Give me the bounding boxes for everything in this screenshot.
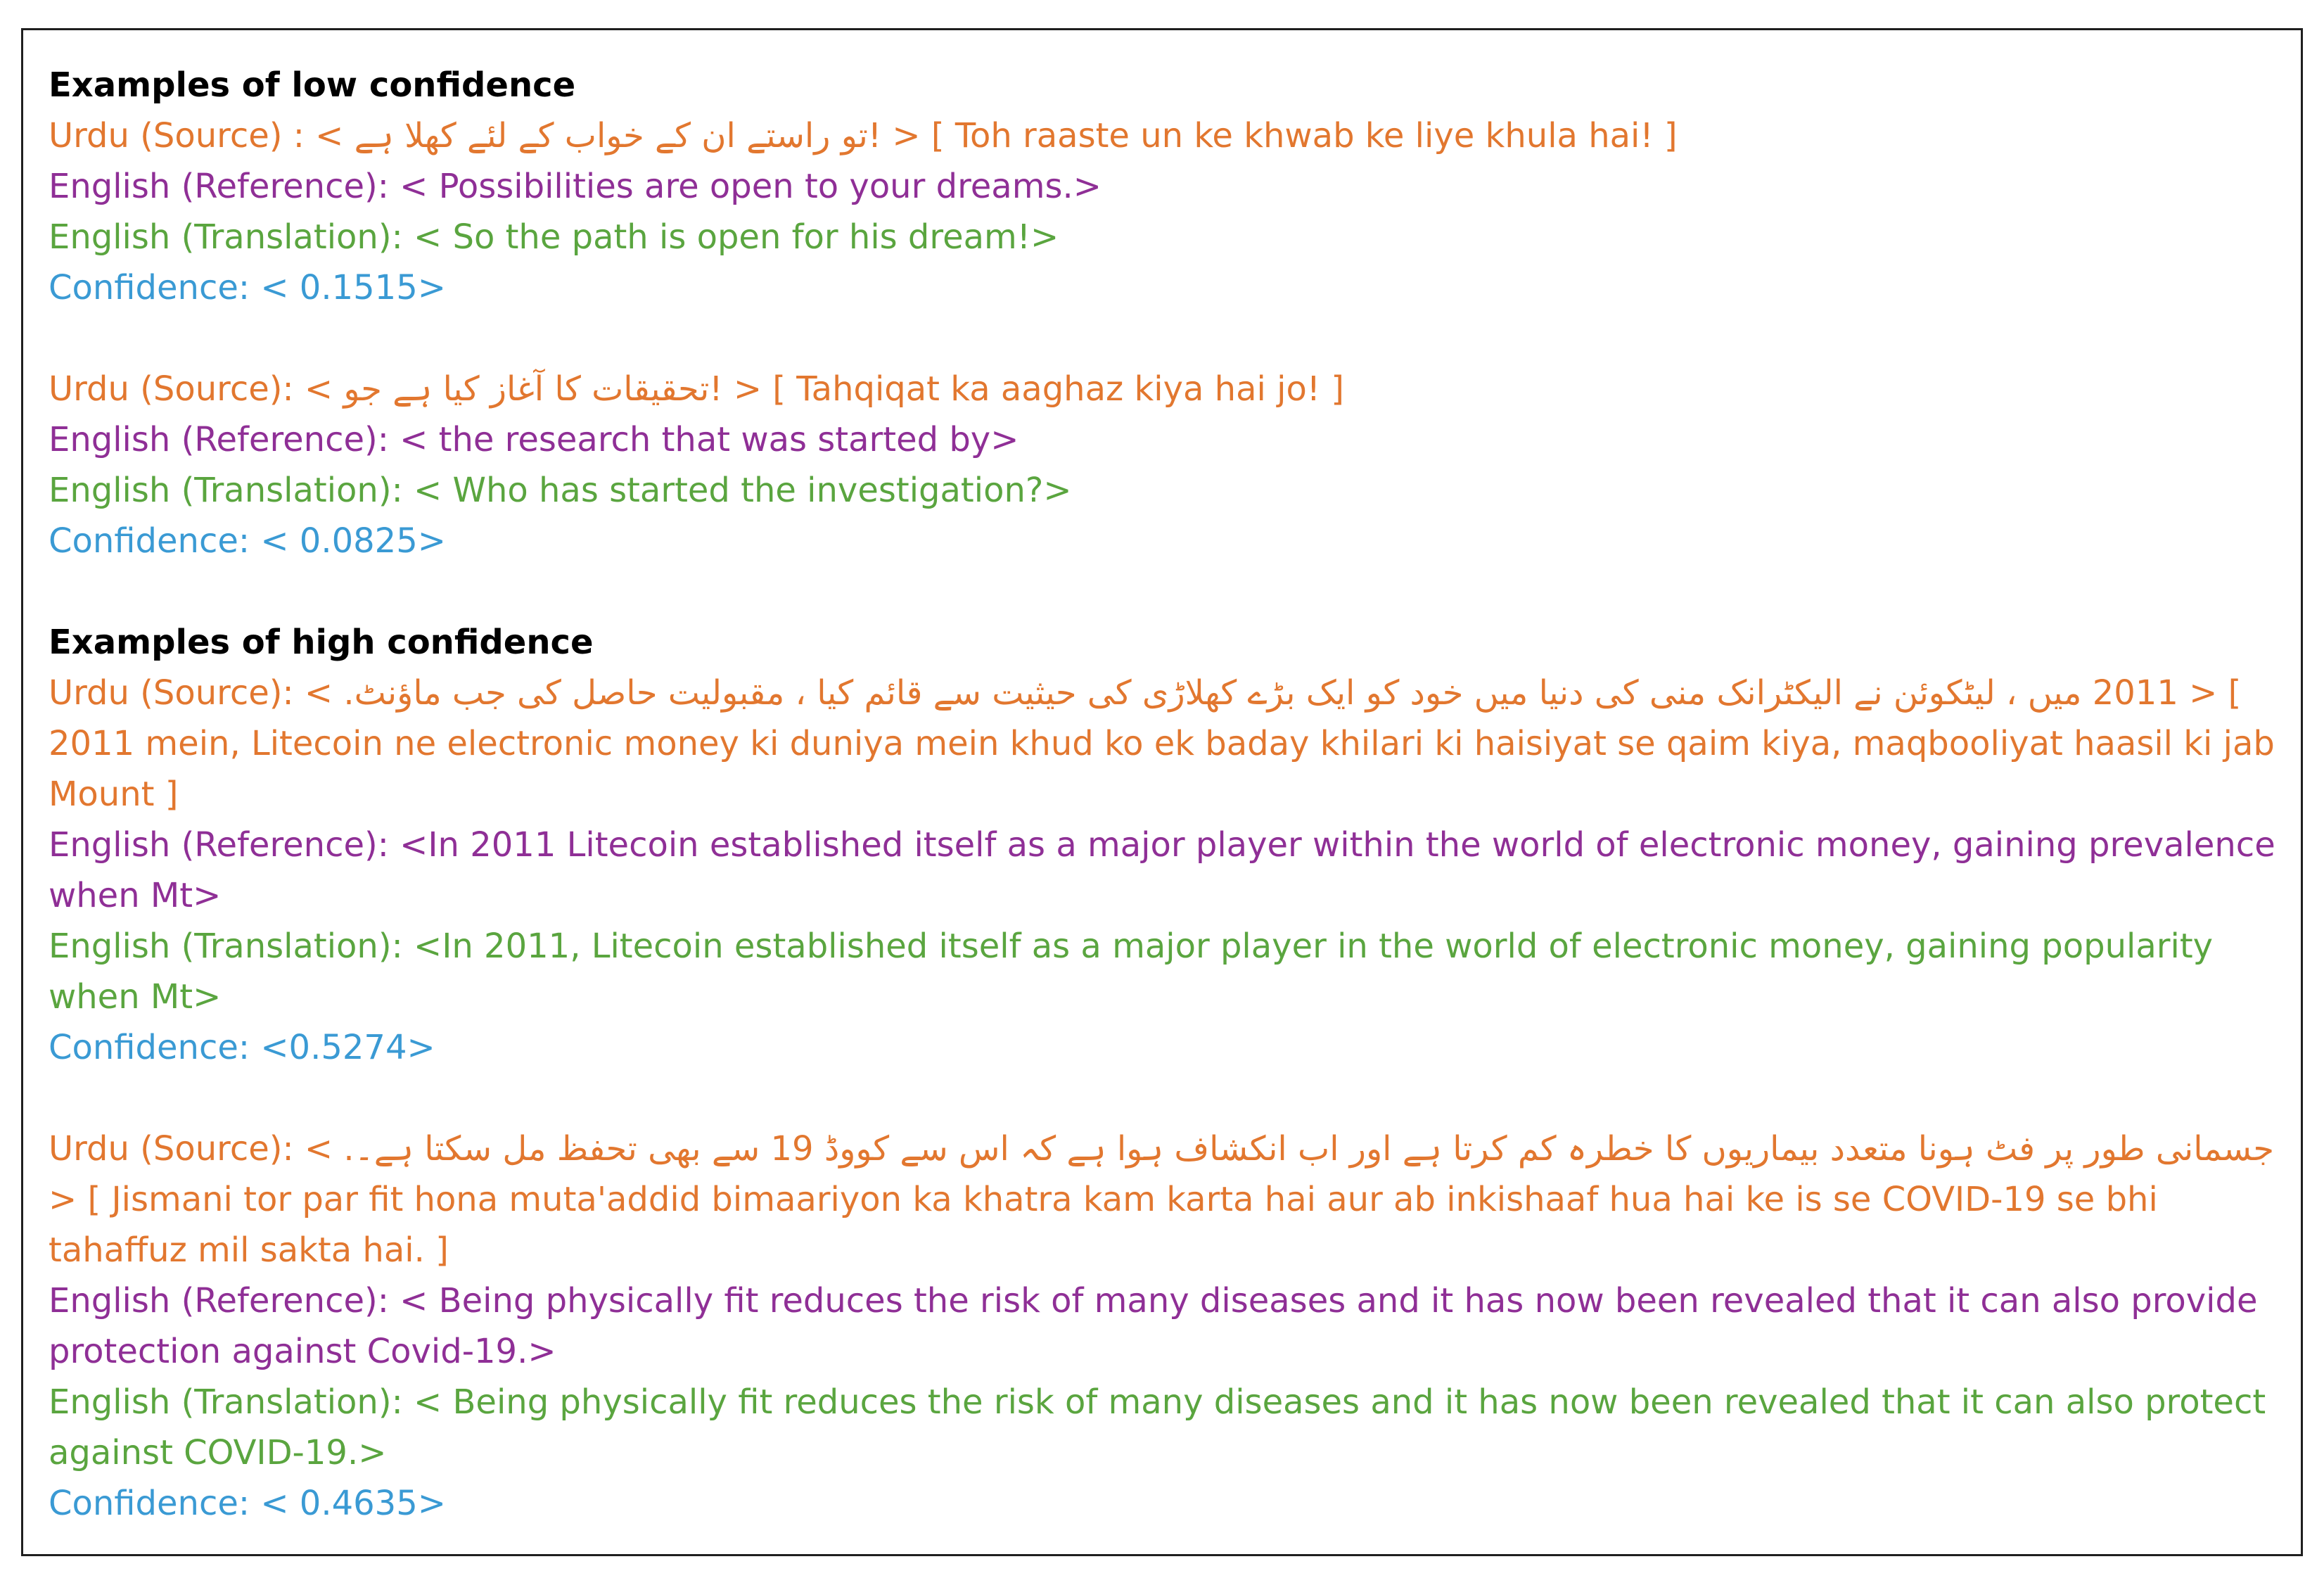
- confidence-value: Confidence: < 0.4635>: [49, 1484, 446, 1523]
- spacer: [49, 566, 2287, 617]
- confidence-value: Confidence: < 0.0825>: [49, 521, 446, 561]
- urdu-transliteration: > [ Jismani tor par fit hona muta'addid bimaariyon ka khatra kam karta hai aur ab inkishaaf hua hai ke is se COVID-19 se bhi tahaffuz mil sakta hai. ]: [49, 1180, 2158, 1270]
- english-translation: English (Translation): <In 2011, Litecoin established itself as a major player in the world of electronic money, gaining popularity when Mt>: [49, 927, 2214, 1017]
- english-reference: English (Reference): < Possibilities are open to your dreams.>: [49, 167, 1102, 206]
- spacer: [49, 313, 2287, 364]
- example-low-2: [49, 364, 2287, 566]
- urdu-transliteration: > [ 2011 mein, Litecoin ne electronic money ki duniya mein khud ko ek baday khilari ki haisiyat se qaim kiya, maqbooliyat haasil ki jab Mount ]: [49, 673, 2275, 814]
- english-reference: English (Reference): < the research that was started by>: [49, 420, 1019, 459]
- urdu-source-line: [49, 364, 2287, 414]
- urdu-source-label: Urdu (Source): <: [49, 1129, 333, 1169]
- english-translation: English (Translation): < Who has started the investigation?>: [49, 471, 1072, 510]
- section-heading-low-confidence: Examples of low confidence: [49, 65, 576, 105]
- english-reference: English (Reference): < Being physically fit reduces the risk of many diseases and it has now been revealed that it can also provide protection against Covid-19.>: [49, 1281, 2258, 1371]
- confidence-value: Confidence: < 0.1515>: [49, 268, 446, 307]
- example-low-1: [49, 110, 2287, 313]
- example-high-1: [49, 668, 2287, 1073]
- english-translation: English (Translation): < Being physically fit reduces the risk of many diseases and it has now been revealed that it can also protect against COVID-19.>: [49, 1382, 2266, 1472]
- urdu-source-text: جسمانی طور پر فٹ ہونا متعدد بیماریوں کا خطرہ کم کرتا ہے اور اب انکشاف ہوا ہے کہ اس سے کووڈ 19 سے بھی تحفظ مل سکتا ہے۔.: [343, 1129, 2275, 1169]
- urdu-source-line: [49, 110, 2287, 161]
- urdu-transliteration: > [ Toh raaste un ke khwab ke liye khula hai! ]: [892, 116, 1678, 155]
- examples-frame: [21, 28, 2303, 1556]
- urdu-source-line: [49, 668, 2287, 820]
- spacer: [49, 1073, 2287, 1124]
- confidence-value: Confidence: <0.5274>: [49, 1028, 435, 1067]
- example-high-2: [49, 1124, 2287, 1529]
- urdu-source-text: 2011 میں ، لیٹکوئن نے الیکٹرانک منی کی دنیا میں خود کو ایک بڑے کھلاڑی کی حیثیت سے قائم کیا ، مقبولیت حاصل کی جب ماؤنٹ.: [343, 673, 2178, 713]
- english-translation: English (Translation): < So the path is open for his dream!>: [49, 217, 1059, 257]
- urdu-source-text: !تو راستے ان کے خواب کے لئے کھلا ہے: [354, 116, 882, 155]
- english-reference: English (Reference): <In 2011 Litecoin established itself as a major player within the world of electronic money, gaining prevalence when Mt>: [49, 825, 2275, 915]
- urdu-source-label: Urdu (Source): <: [49, 673, 333, 713]
- section-heading-high-confidence: Examples of high confidence: [49, 623, 594, 662]
- examples-content: [49, 60, 2287, 1529]
- urdu-source-label: Urdu (Source): <: [49, 369, 333, 409]
- urdu-source-text: !تحقیقات کا آغاز کیا ہے جو: [343, 369, 723, 409]
- urdu-source-label: Urdu (Source) : <: [49, 116, 344, 155]
- urdu-source-line: [49, 1124, 2287, 1275]
- urdu-transliteration: > [ Tahqiqat ka aaghaz kiya hai jo! ]: [733, 369, 1345, 409]
